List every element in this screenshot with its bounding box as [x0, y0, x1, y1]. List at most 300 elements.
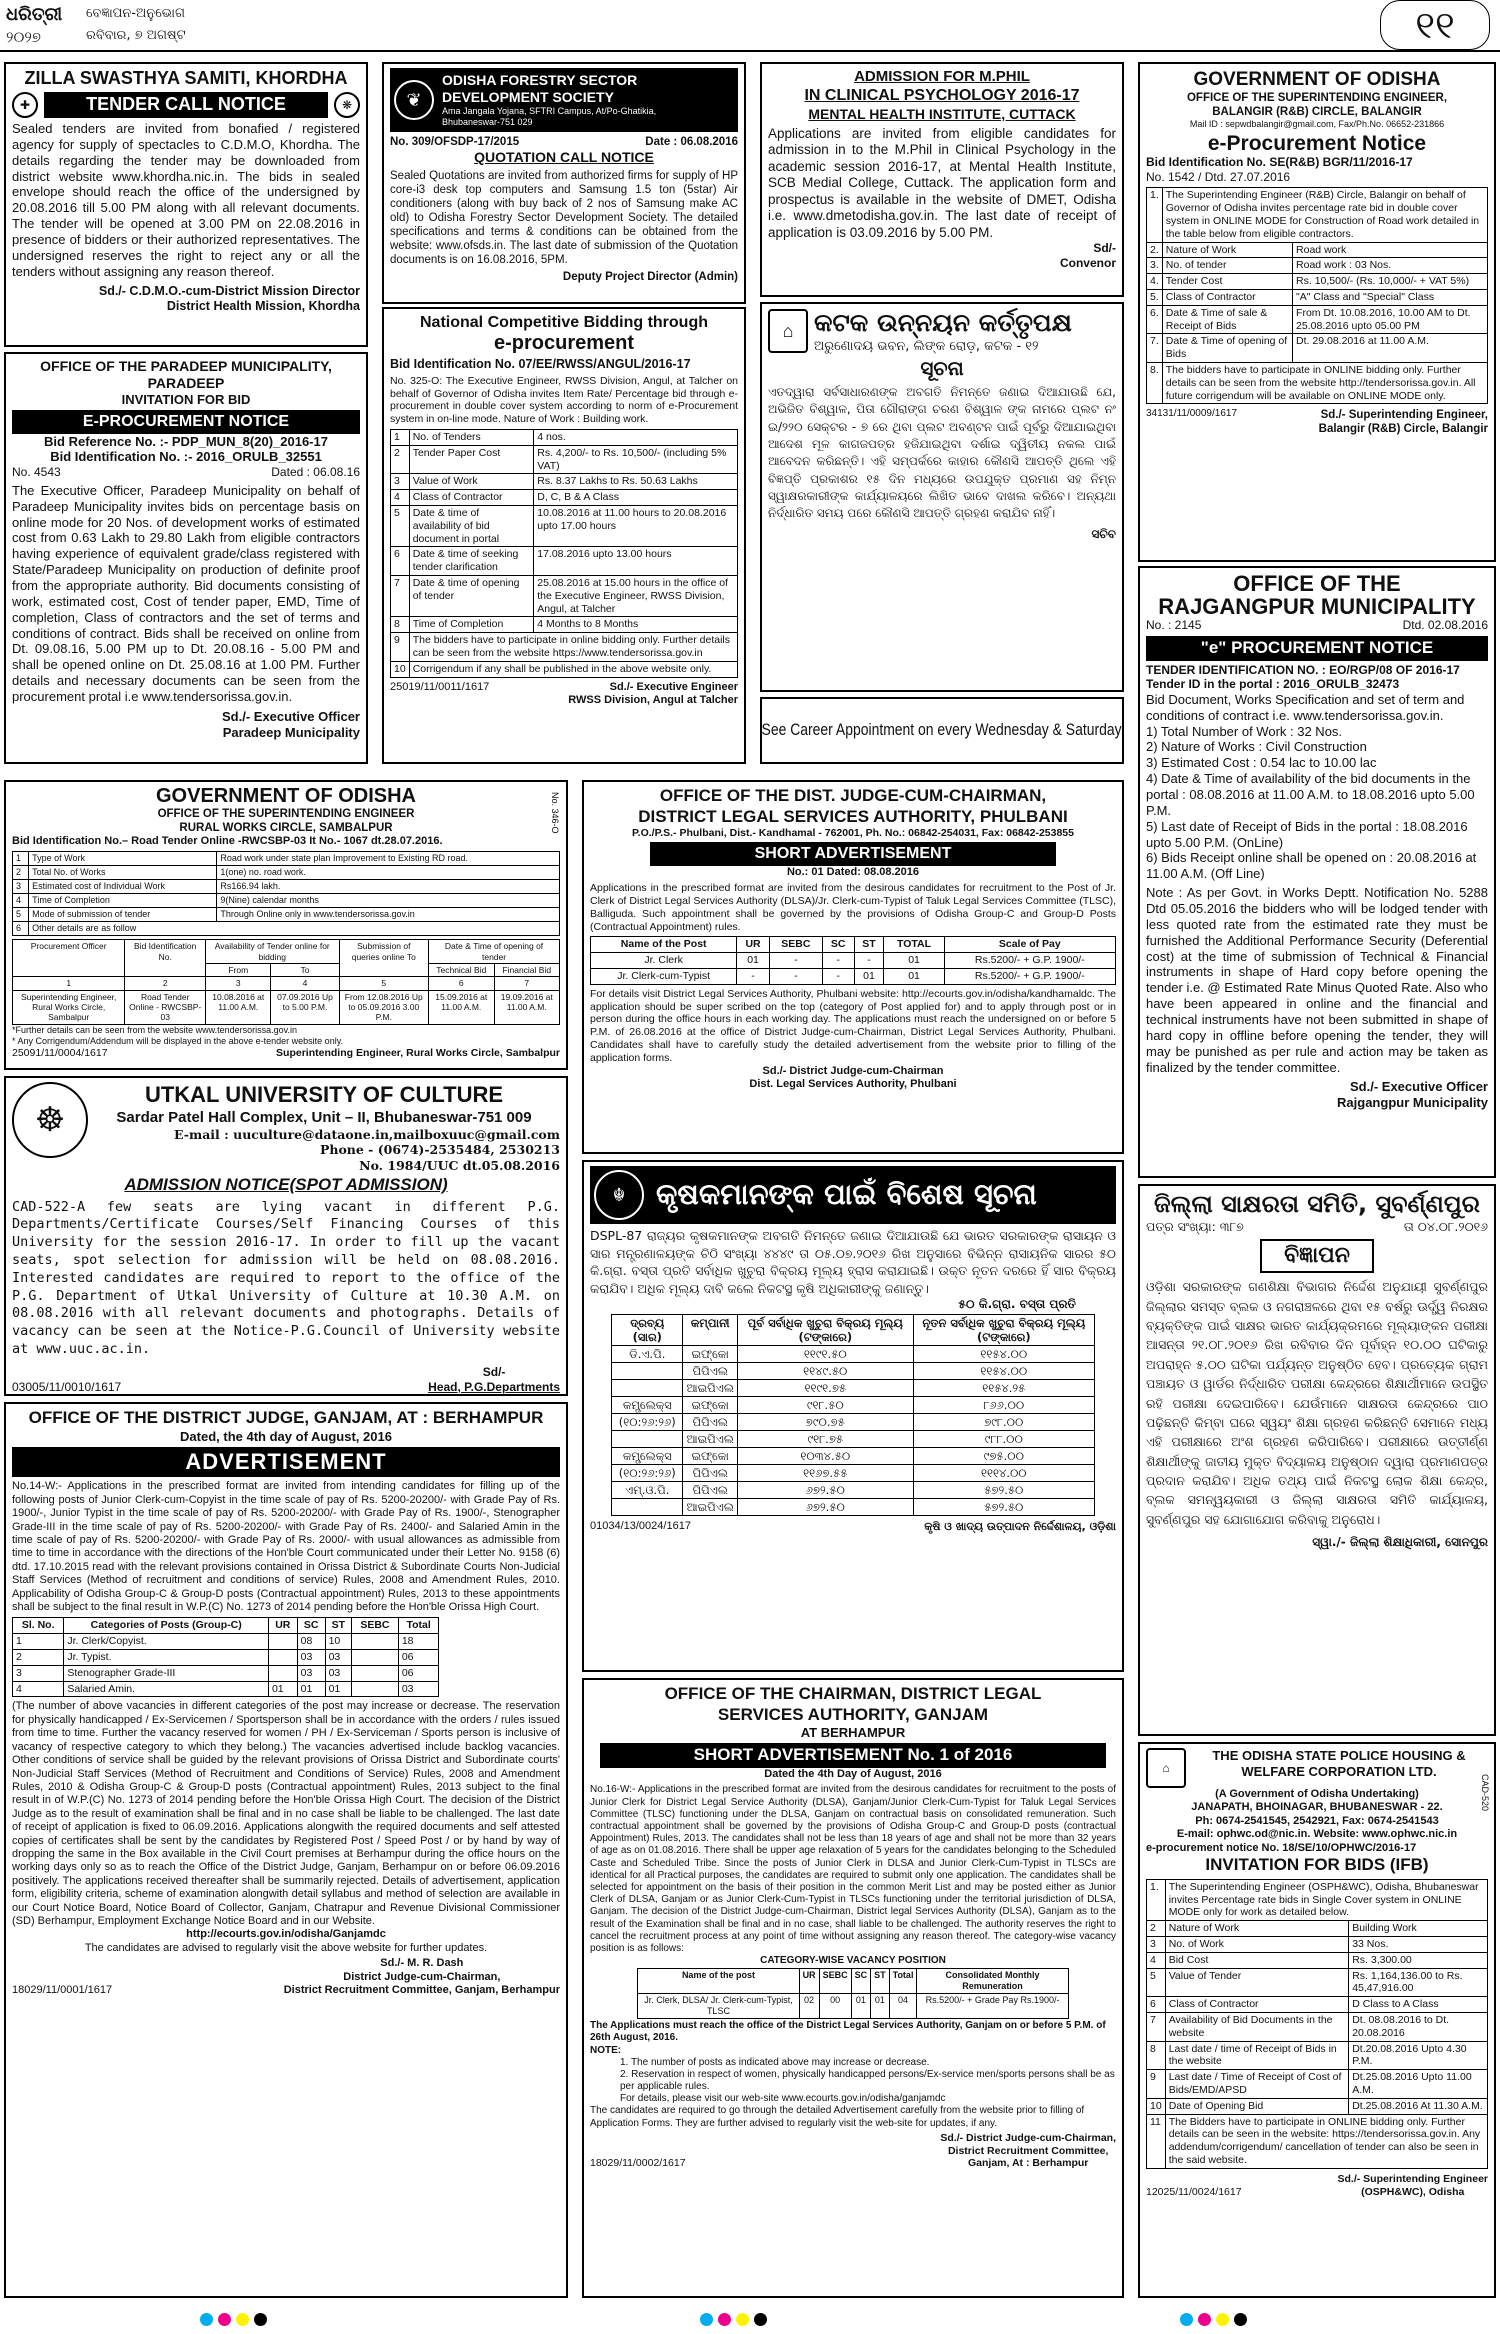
- sambalpur-cell: Time of Completion: [29, 894, 217, 908]
- gj1-head-cell: SEBC: [352, 1618, 399, 1634]
- gj1-cell: 03: [297, 1665, 325, 1681]
- ophwc-cell: No. of Work: [1165, 1936, 1349, 1952]
- sbp-code: 25091/11/0004/1617: [12, 1046, 108, 1059]
- mphil-sign1: Sd/-: [1093, 241, 1116, 256]
- balangir-row: [1147, 242, 1488, 258]
- ophwc-cell: 4: [1147, 1952, 1166, 1968]
- ophwc-cell: Nature of Work: [1165, 1921, 1349, 1937]
- page-number: ୧୧: [1380, 0, 1490, 50]
- gj2-head-cell: Consolidated Monthly Remuneration: [917, 1969, 1068, 1994]
- gj1-cell: Jr. Clerk/Copyist.: [64, 1634, 269, 1650]
- kr-cell: ୧୧୫୪.୦୦: [913, 1345, 1094, 1362]
- gj1-row: [13, 1681, 439, 1697]
- phb-cell: -: [737, 968, 770, 984]
- phb-cell: -: [854, 953, 884, 969]
- ophwc-cell: 9: [1147, 2070, 1166, 2099]
- sbp-note2: * Any Corrigendum/Addendum will be displayed in the above e-tender website only.: [12, 1035, 344, 1046]
- kr-row: [612, 1498, 1095, 1515]
- kr-cell: ୯୭୫.୦୦: [913, 1447, 1094, 1464]
- gj1-head-cell: Sl. No.: [13, 1618, 64, 1634]
- ophwc-row: [1147, 1936, 1488, 1952]
- paradeep-notice: [4, 352, 368, 764]
- ncb-cell: Tender Paper Cost: [409, 445, 534, 474]
- oph-addr: JANAPATH, BHOINAGAR, BHUBANESWAR - 22.: [1191, 1801, 1443, 1814]
- bal-title: GOVERNMENT OF ODISHA: [1193, 69, 1441, 90]
- ncb-sign1: Sd./- Executive Engineer: [609, 680, 738, 693]
- ncb-cell: The bidders have to participate in online bidding only. Further details can be seen from the website https://www.tendersorissa.gov.in: [409, 633, 737, 662]
- balangir-row: [1147, 274, 1488, 290]
- kr-cell: ପିପିଏଲ: [683, 1481, 737, 1498]
- registration-dot: [200, 2313, 213, 2326]
- sak-head: ବିଜ୍ଞାପନ: [1260, 1239, 1374, 1274]
- kr-cell: (୧୦:୨୬:୨୬): [612, 1464, 683, 1481]
- sambalpur-cell: Total No. of Works: [29, 866, 217, 880]
- gj1-date: Dated, the 4th day of August, 2016: [180, 1428, 392, 1444]
- pmc-body: The Executive Officer, Paradeep Municipality on behalf of Paradeep Municipality invites bids on percentage basis on online mode for 20 Nos. of development works of estimated cost from 0.63 Lakh to 29.80 Lakh from eligible contractors having experience of equivalent grade/class registered with State/Paradeep Municipality on production of definite proof from the appropriate authority. Bid documents consisting of work, estimated cost, Cost of tender paper, EMD, Time of completion, Class of contractors and the set of terms and conditions of contract. Bids shall be received on online from Dt. 09.08.16, 5.00 PM up to Dt. 20.08.16 - 5.00 PM and shall be opened online on Dt. 25.08.16 at 1.00 PM. Further details and necessary documents can be seen from the procurement protal i.e www.tendersorissa.gov.in.: [12, 482, 360, 705]
- ncb-cell: 6: [391, 547, 410, 576]
- phb-band: SHORT ADVERTISEMENT: [650, 842, 1056, 866]
- phb-body: Applications in the prescribed format are invited from the desirous candidates for recruitment to the Post of Jr. Clerk of District Legal Services Authority (DLSA)/Jr. Clerk-cum-Typist of Taluk Legal Services Committee (TLSC), Balliguda. Such appointment shall be governed by the provisions of Odisha Group-C and Group-D Posts (Contractual Appointment) rules.: [590, 882, 1116, 933]
- kr-cell: ୧୧୬୭.୫୫: [737, 1464, 913, 1481]
- kr-cell: ୧୧୯୧.୭୫: [737, 1379, 913, 1396]
- page-header: [0, 0, 1500, 52]
- ophwc-row-intro: [1147, 1879, 1488, 1920]
- oph-cell: 11: [1147, 2114, 1166, 2168]
- gj1-cell: [352, 1681, 399, 1697]
- gj2-code: 18029/11/0002/1617: [590, 2157, 686, 2170]
- kr-cell: ୯୧୮.୭୫: [737, 1430, 913, 1447]
- phb-head-cell: SEBC: [769, 937, 822, 953]
- balangir-row: [1147, 334, 1488, 363]
- bal-sub2: BALANGIR (R&B) CIRCLE, BALANGIR: [1212, 106, 1422, 119]
- sambalpur-row: [13, 852, 560, 866]
- sbp-num: 6: [429, 977, 494, 990]
- sambalpur-cell: Mode of submission of tender: [29, 908, 217, 922]
- sak-sign: ସ୍ୱା./- ଜିଲ୍ଲା ଶିକ୍ଷାଧିକାରୀ, ସୋନପୁର: [1312, 1535, 1488, 1550]
- uuc-sign1: Sd/-: [482, 1364, 506, 1379]
- ncb-bid: Bid Identification No. 07/EE/RWSS/ANGUL/2016-17: [390, 356, 691, 371]
- gj2-title1: OFFICE OF THE CHAIRMAN, DISTRICT LEGAL: [664, 1684, 1042, 1703]
- ofsds-sign: Deputy Project Director (Admin): [562, 271, 738, 284]
- uuc-email: E-mail : uuculture@dataone.in,mailboxuuc@gmail.com: [174, 1127, 560, 1143]
- ncb-cell: Date & time of opening of tender: [409, 575, 534, 616]
- mphil-admission-notice: [760, 62, 1124, 297]
- sbp-h1: Bid Identification No.: [125, 940, 206, 977]
- emblem-icon: ✚: [12, 92, 38, 118]
- kr-cell: ପିପିଏଲ: [683, 1464, 737, 1481]
- registration-dot: [1198, 2313, 1211, 2326]
- krushak-unit: ୫୦ କି.ଗ୍ରା. ବସ୍ତା ପ୍ରତି: [958, 1297, 1076, 1311]
- ncb-cell: Time of Completion: [409, 617, 534, 633]
- ncb-cell: 4: [391, 490, 410, 506]
- pmc-title: OFFICE OF THE PARADEEP MUNICIPALITY, PARADEEP: [40, 358, 332, 392]
- cda-sign: ସଚିବ: [1091, 526, 1116, 541]
- gj1-cell: 18: [398, 1634, 439, 1650]
- ncb-cell: 5: [391, 505, 410, 546]
- krushak-title: କୃଷକମାନଙ୍କ ପାଇଁ ବିଶେଷ ସୂଚନା: [656, 1177, 1037, 1212]
- ncb-cell: 10.08.2016 at 11.00 hours to 20.08.2016 upto 17.00 hours: [534, 505, 738, 546]
- balangir-cell: The Superintending Engineer (R&B) Circle, Balangir on behalf of Governor of Odisha invites percentage rate bid in double cover system in ONLINE MODE for Construction of Road work detailed in the table below from eligible contractors.: [1162, 188, 1487, 242]
- mphil-sign2: Convenor: [1059, 255, 1116, 270]
- phb-addr: P.O./P.S.- Phulbani, Dist.- Kandhamal - 762001, Ph. No.: 06842-254031, Fax: 06842-253855: [632, 827, 1074, 840]
- kr-cell: ୭୯୦.୭୫: [737, 1413, 913, 1430]
- ncb-cell: 1: [391, 429, 410, 445]
- phb-title2: DISTRICT LEGAL SERVICES AUTHORITY, PHULBANI: [638, 806, 1068, 826]
- ofsds-body: Sealed Quotations are invited from authorized firms for supply of HP core-i3 desk top computers and Samsung 1.5 ton (5star) Air conditioners (along with buy back of 2 nos of Samsung make AC old) to Odisha Forestry Sector Development Society. The detailed specifications and terms & conditions can be obtained from the website: www.ofsds.in. The last date of submission of the Quotation documents is on 16.08.2016, 5PM.: [390, 170, 738, 267]
- kr-head-cell: ଦ୍ରବ୍ୟ (ସାର): [612, 1314, 683, 1345]
- rwss-angul-notice: [382, 307, 746, 764]
- ncb-cell: 7: [391, 575, 410, 616]
- ncb-cell: 25.08.2016 at 15.00 hours in the office of the Executive Engineer, RWSS Division, Angul, at Talcher: [534, 575, 738, 616]
- rgp-item: 3) Estimated Cost : 0.54 lac to 10.00 lac: [1146, 755, 1377, 771]
- kr-cell: ୧୧୧୪.୦୦: [913, 1464, 1094, 1481]
- gj1-band: ADVERTISEMENT: [12, 1447, 560, 1478]
- zss-tender-notice: [4, 62, 368, 347]
- ganjam-district-judge-advertisement: [4, 1402, 568, 2298]
- ncb-cell: 3: [391, 474, 410, 490]
- kr-cell: [612, 1362, 683, 1379]
- masthead: ଧରିତ୍ରୀ: [6, 4, 63, 25]
- ncb-row: [391, 575, 738, 616]
- gj2-head-cell: Total: [889, 1969, 917, 1994]
- balangir-cell: No. of tender: [1162, 258, 1292, 274]
- gj2-note-item: For details, please visit our web-site www.ecourts.gov.in/odisha/ganjamdc: [620, 2093, 946, 2105]
- gj1-cell: 1: [13, 1634, 64, 1650]
- sambalpur-row: [13, 894, 560, 908]
- rgp-item: 1) Total Number of Work : 32 Nos.: [1146, 723, 1343, 739]
- sbp-num: 2: [125, 977, 206, 990]
- ncb-title1: National Competitive Bidding through: [420, 314, 708, 331]
- sambalpur-row: [13, 922, 560, 936]
- sak-no: ପତ୍ର ସଂଖ୍ୟା: ୩୮୭: [1146, 1219, 1244, 1235]
- gj1-row: [13, 1665, 439, 1681]
- gj1-sign2: District Judge-cum-Chairman,: [343, 1970, 501, 1983]
- gj2-adv: The candidates are required to go through the detailed Advertisement carefully from the website prior to filling of Application Forms. They are further advised to regularly visit the web-site for updates, if any.: [590, 2105, 1085, 2129]
- ophwc-cell: Rs. 3,300.00: [1349, 1952, 1488, 1968]
- ofsds-no: No. 309/OFSDP-17/2015: [390, 136, 520, 149]
- sbp-sh1: To: [271, 963, 339, 976]
- balangir-notice: [1138, 62, 1496, 562]
- balangir-cell: Class of Contractor: [1162, 290, 1292, 306]
- balangir-cell: 2.: [1147, 242, 1163, 258]
- sambalpur-cell: 6: [13, 922, 29, 936]
- kr-cell: ଡି.ଏ.ପି.: [612, 1345, 683, 1362]
- gj2-body: No.16-W:- Applications in the prescribed format are invited from the desirous candidates for recruitment to the posts of Junior Clerk for District Legal Service Authority (DLSA), Ganjam/Junior Clerk-Cum-Typist for Taluk Legal Services Committee (TLSC) functioning under the DLSA, Ganjam on contractual basis on consolidated remuneration. Such contractual appointment shall be governed by the provisions of Odisha Group-C and Group-D posts (contractual Appointment) Rules, 2013. The candidates shall not be less than 18 years of age and shall not be more than 32 years of age as on 01.08.2016. There shall be upper age relaxation of 5 years for the candidates belonging to the Scheduled Caste and Scheduled Tribe. Since the posts of Junior Clerk in DLSA and Junior Clerk-Cum-Typist in TLSCs are identical for all Practical purposes, the candidates are required to submit only one application. The candidates shall be selected for appointment on the basis of their position in the common Merit List and may be posted either as Junior Clerk of DLSA, Ganjam or as Junior Clerk-Cum-Typist in TLSCs functioning under the territorial jurisdiction of DLSA, Ganjam. The decision of the District Judge-cum-Chairman, District legal Services Authority (DLSA), Ganjam as to the result of the Examination shall be final and in no case, shall liable to be challenged. The authority reserves the right to cancel the recruitment process at any point of time without assigning any reason thereof. The category-wise vacancy position is as follows:: [590, 1784, 1116, 1954]
- ophwc-cell: Building Work: [1349, 1921, 1488, 1937]
- bal-head: e-Procurement Notice: [1207, 132, 1427, 156]
- gj1-cell: [352, 1650, 399, 1666]
- gj2-title2: SERVICES AUTHORITY, GANJAM: [717, 1704, 989, 1724]
- ncb-cell: 10: [391, 661, 410, 677]
- gj2-date: Dated the 4th Day of August, 2016: [764, 1768, 942, 1781]
- gj2-band: SHORT ADVERTISEMENT No. 1 of 2016: [600, 1743, 1106, 1768]
- gj2-table: [637, 1968, 1068, 2019]
- mphil-title1: ADMISSION FOR M.PHIL: [854, 68, 1030, 85]
- ophwc-cell: Dt.20.08.2016 Upto 4.30 P.M.: [1349, 2041, 1488, 2070]
- sambalpur-cell: Estimated cost of Individual Work: [29, 880, 217, 894]
- kr-cell: ଏମ୍.ଓ.ପି.: [612, 1481, 683, 1498]
- bal-sign1: Sd./- Superintending Engineer,: [1320, 409, 1488, 422]
- sambalpur-cell: Through Online only in www.tendersorissa.gov.in: [217, 908, 560, 922]
- rgp-item: 5) Last date of Receipt of Bids in the portal : 18.08.2016 upto 5.00 P.M. (OnLine): [1146, 818, 1468, 850]
- ophwc-cell: Dt.25.08.2016 Upto 11.00 A.M.: [1349, 2070, 1488, 2099]
- uuc-body: CAD-522-A few seats are lying vacant in different P.G. Departments/Certificate Courses/Self Financing Courses of this University for the session 2016-17. In order to fill up the vacant seats, spot selection for admission will be held on 08.08.2016. Interested candidates are required to report to the office of the P.G. Department of Utkal University of Culture at 10.30 A.M. on 08.08.2016 with all relevant documents and photographs. Details of vacancy can be seen at the Notice-P.G.Council of University website at www.uuc.ac.in.: [12, 1198, 560, 1358]
- balangir-cell: 3.: [1147, 258, 1163, 274]
- phb-table: [590, 936, 1116, 984]
- zss-sign2: District Health Mission, Khordha: [166, 298, 360, 313]
- cda-addr: ଅରୁଣୋଦୟ ଭବନ, ଲିଙ୍କ ରୋଡ଼, କଟକ - ୧୨: [814, 338, 1039, 354]
- rgp-note: Note : As per Govt. in Works Deptt. Notification No. 5288 Dtd 05.05.2016 the bidders who will be lodged tender with less quoted rate from the estimated rate they must be furnished the Additional Performance Security (Deferential cost) at the time of submission of Technical & Financial instruments in shape of Hard copy before opening the tender i.e. @ Estimated Rate Minus Quoted Rate. Also who have been appeared in online and the financial and technical instruments have not been submitted in shape of hard copy in offline before opening the tender, they will may be punished as per rule and action may be taken as finalized by the tender committee.: [1146, 885, 1488, 1075]
- sambalpur-row: [13, 880, 560, 894]
- balangir-cell: "A" Class and "Special" Class: [1293, 290, 1488, 306]
- phb-head-cell: Name of the Post: [591, 937, 737, 953]
- kr-head-cell: ନୂତନ ସର୍ବାଧିକ ଖୁଚୁରା ବିକ୍ରୟ ମୂଲ୍ୟ (ଟଙ୍କାରେ): [913, 1314, 1094, 1345]
- gj1-row: [13, 1634, 439, 1650]
- oph-title2: WELFARE CORPORATION LTD.: [1241, 1763, 1437, 1779]
- date-line: ରବିବାର, ୭ ଅଗଷ୍ଟ: [86, 28, 186, 43]
- ophwc-cell: Availability of Bid Documents in the website: [1165, 2012, 1349, 2041]
- gj1-cell: [268, 1665, 297, 1681]
- kr-cell: ୫୭୨.୫୦: [913, 1481, 1094, 1498]
- uuc-title: UTKAL UNIVERSITY OF CULTURE: [144, 1082, 504, 1107]
- registration-dot: [1216, 2313, 1229, 2326]
- sbp-val: 10.08.2016 at 11.00 A.M.: [206, 990, 271, 1024]
- kr-cell: ୮୬୬.୦୦: [913, 1396, 1094, 1413]
- ncb-cell: 8: [391, 617, 410, 633]
- sambalpur-cell: Road work under state plan Improvement to Existing RD road.: [217, 852, 560, 866]
- ncb-cell: Date & time of seeking tender clarification: [409, 547, 534, 576]
- gj1-cell: 10: [325, 1634, 351, 1650]
- kr-head-cell: ପୂର୍ବ ସର୍ବାଧିକ ଖୁଚୁରା ବିକ୍ରୟ ମୂଲ୍ୟ (ଟଙ୍କାରେ): [737, 1314, 913, 1345]
- kr-row: [612, 1345, 1095, 1362]
- registration-dot: [754, 2313, 767, 2326]
- phb-cell: -: [769, 968, 822, 984]
- pmc-no: No. 4543: [12, 465, 61, 480]
- sak-body: ଓଡ଼ିଶା ସରକାରଙ୍କ ଗଣଶିକ୍ଷା ବିଭାଗର ନିର୍ଦ୍ଦେଶ ଅନୁଯାୟୀ ସୁବର୍ଣ୍ଣପୁର ଜିଲ୍ଲାର ସମସ୍ତ ବ୍ଲକ ଓ ନଗରାଞ୍ଚଳରେ ଥିବା ୧୫ ବର୍ଷରୁ ଊର୍ଦ୍ଧ୍ୱ ନିରକ୍ଷର ବ୍ୟକ୍ତିଙ୍କ ପାଇଁ ସାକ୍ଷର ଭାରତ କାର୍ଯ୍ୟକ୍ରମରେ ମୂଲ୍ୟାଙ୍କନ ପରୀକ୍ଷା ଆସନ୍ତା ୨୧.୦୮.୨୦୧୬ ରିଖ ରବିବାର ଦିନ ପୂର୍ବାହ୍ନ ୧୦.୦୦ ଘଟିକାରୁ ଅପରାହ୍ନ ୫.୦୦ ଘଟିକା ପର୍ଯ୍ୟନ୍ତ ଅନୁଷ୍ଠିତ ହେବ। ପ୍ରତ୍ୟେକ ଗ୍ରାମ ପଞ୍ଚାୟତ ଓ ୱାର୍ଡର ନିର୍ଦ୍ଧାରିତ ପରୀକ୍ଷା କେନ୍ଦ୍ରରେ ଶିକ୍ଷାର୍ଥୀମାନେ ଉପସ୍ଥିତ ରହି ପରୀକ୍ଷା ଦେଇପାରିବେ। ଯେଉଁମାନେ ସାକ୍ଷରତା କେନ୍ଦ୍ରରେ ପାଠ ପଢ଼ିଛନ୍ତି କିମ୍ବା ଘରେ ସ୍ୱୟଂ ଶିକ୍ଷା ଗ୍ରହଣ କରିଛନ୍ତି ସେମାନେ ମଧ୍ୟ ଏହି ପରୀକ୍ଷାରେ ଅଂଶ ଗ୍ରହଣ କରିପାରିବେ। ପରୀକ୍ଷାରେ ଉତ୍ତୀର୍ଣ୍ଣ ଶିକ୍ଷାର୍ଥୀଙ୍କୁ ଜାତୀୟ ମୁକ୍ତ ବିଦ୍ୟାଳୟ ଅନୁଷ୍ଠାନ ଦ୍ୱାରା ପ୍ରମାଣପତ୍ର ପ୍ରଦାନ କରାଯିବ। ଅଧିକ ତଥ୍ୟ ପାଇଁ ନିକଟସ୍ଥ ଲୋକ ଶିକ୍ଷା କେନ୍ଦ୍ର, ବ୍ଲକ ସମନ୍ୱୟକାରୀ ଓ ଜିଲ୍ଲା ସାକ୍ଷରତା ସମିତି କାର୍ଯ୍ୟାଳୟ, ସୁବର୍ଣ୍ଣପୁର ସହ ଯୋଗାଯୋଗ କରିବାକୁ ଅନୁରୋଧ।: [1146, 1279, 1488, 1527]
- balangir-row: [1147, 290, 1488, 306]
- krushak-code: 01034/13/0024/1617: [590, 1519, 691, 1532]
- ophwc-row: [1147, 2041, 1488, 2070]
- rgp-no: No. : 2145: [1146, 618, 1202, 633]
- ncb-row: [391, 617, 738, 633]
- gj2-cell: Jr. Clerk, DLSA/ Jr. Clerk-cum-Typist, TLSC: [638, 1994, 799, 2019]
- phb-row: [591, 953, 1116, 969]
- gj2-head-cell: UR: [799, 1969, 819, 1994]
- balangir-cell: Road work : 03 Nos.: [1293, 258, 1488, 274]
- kr-cell: ୧୦୩୪.୫୦: [737, 1447, 913, 1464]
- phb-cell: 01: [737, 953, 770, 969]
- ophwc-cell: 33 Nos.: [1349, 1936, 1488, 1952]
- cda-logo-icon: ⌂: [768, 309, 808, 353]
- ofsds-title1: ODISHA FORESTRY SECTOR: [442, 72, 638, 88]
- sbp-num: 5: [339, 977, 429, 990]
- rgp-dtd: Dtd. 02.08.2016: [1402, 618, 1488, 633]
- kr-row: [612, 1396, 1095, 1413]
- oph-code: 12025/11/0024/1617: [1146, 2185, 1242, 2198]
- cda-notice: [760, 302, 1124, 692]
- gj1-cell: 4: [13, 1681, 64, 1697]
- pmc-sign2: Paradeep Municipality: [222, 724, 360, 740]
- ofsds-title2: DEVELOPMENT SOCIETY: [442, 89, 614, 106]
- sambalpur-cell: 1(one) no. road work.: [217, 866, 560, 880]
- kr-cell: ୯୮୮.୦୦: [913, 1430, 1094, 1447]
- ophwc-cell: Date of Opening Bid: [1165, 2098, 1349, 2114]
- balangir-cell: 6.: [1147, 305, 1163, 334]
- gj2-head-cell: SC: [851, 1969, 871, 1994]
- phb-cell: -: [822, 968, 854, 984]
- balangir-cell: From Dt. 10.08.2016, 10.00 AM to Dt. 25.08.2016 upto 05.00 PM: [1293, 305, 1488, 334]
- ncb-row: [391, 429, 738, 445]
- bal-mail: Mail ID : sepwdbalangir@gmail.com, Fax/Ph.No. 06652-231866: [1189, 119, 1445, 130]
- sbp-val: 15.09.2016 at 11.00 A.M.: [429, 990, 494, 1024]
- gj2-head-cell: Name of the post: [638, 1969, 799, 1994]
- kr-cell: [612, 1498, 683, 1515]
- ophwc-cell: 5: [1147, 1968, 1166, 1997]
- ncb-cell: Value of Work: [409, 474, 534, 490]
- sbp-h3: Submission of queries online To: [339, 940, 429, 977]
- kr-row: [612, 1481, 1095, 1498]
- kr-cell: କମ୍ପ୍ଲେକ୍ସ: [612, 1396, 683, 1413]
- sbp-sign: Superintending Engineer, Rural Works Circle, Sambalpur: [276, 1046, 560, 1059]
- gj1-table: [12, 1617, 439, 1697]
- oph-ph: Ph: 0674-2541545, 2542921, Fax: 0674-2541543: [1195, 1814, 1439, 1827]
- sambalpur-cell: 4: [13, 894, 29, 908]
- bal-sign2: Balangir (R&B) Circle, Balangir: [1318, 423, 1488, 436]
- uuc-sign2: Head, P.G.Departments: [428, 1379, 560, 1394]
- farmers-notice: [582, 1160, 1124, 1672]
- utkal-university-notice: [4, 1076, 568, 1396]
- sbp-val: From 12.08.2016 Up to 05.09.2016 3.00 P.M.: [339, 990, 429, 1024]
- uuc-addr: Sardar Patel Hall Complex, Unit – II, Bhubaneswar-751 009: [116, 1108, 532, 1126]
- sbp-h0: Procurement Officer: [13, 940, 125, 977]
- gj2-cell: 01: [851, 1994, 871, 2019]
- rgp-head: "e" PROCUREMENT NOTICE: [1146, 636, 1488, 661]
- rgp-body: Bid Document, Works Specification and set of term and conditions of contract i.e. www.tendersorissa.gov.in.: [1146, 691, 1465, 723]
- ncb-title2: e-procurement: [493, 331, 635, 354]
- kr-cell: ୫୭୨.୫୦: [913, 1498, 1094, 1515]
- ophwc-cell: 6: [1147, 1997, 1166, 2013]
- balangir-cell: 4.: [1147, 274, 1163, 290]
- career-text: See Career Appointment on every Wednesday & Saturday: [761, 720, 1123, 740]
- oph-email: E-mail: ophwc.od@nic.in. Website: www.ophwc.nic.in: [1176, 1828, 1458, 1841]
- gj1-cell: 01: [297, 1681, 325, 1697]
- cda-body: ଏତଦ୍ୱାରା ସର୍ବସାଧାରଣଙ୍କ ଅବଗତି ନିମନ୍ତେ ଜଣାଇ ଦିଆଯାଉଛି ଯେ, ଅଭିଜିତ ବିଶ୍ୱାଳ, ପିତା ଗୌରାଙ୍ଗ ଚରଣ ବିଶ୍ୱାଳ ଙ୍କ ନାମରେ ପ୍ଲଟ ନଂ ଇ/୨୨୦ ସେକ୍ଟର - ୭ ରେ ଥିବା ପ୍ଲଟ ଅବଣ୍ଟନ ପାଇଁ ପୂର୍ବରୁ ଦିଆଯାଇଥିବା ଆଦେଶ ମୂଳ କାଗଜପତ୍ର ହଜିଯାଇଥିବା ଦର୍ଶାଇ ଦ୍ୱିତୀୟ ନକଲ ପାଇଁ ଆବେଦନ କରିଛନ୍ତି। ଏହି ସମ୍ପର୍କରେ କାହାର କୌଣସି ଆପତ୍ତି ଥିଲେ ଏହି ବିଜ୍ଞପ୍ତି ପ୍ରକାଶର ୧୫ ଦିନ ମଧ୍ୟରେ ଉପଯୁକ୍ତ ପ୍ରମାଣ ସହ ନିମ୍ନ ସ୍ୱାକ୍ଷରକାରୀଙ୍କ କାର୍ଯ୍ୟାଳୟରେ ଲିଖିତ ଭାବେ ଦାଖଲ କରିବେ। ଅନ୍ୟଥା ନିର୍ଦ୍ଧାରିତ ସମୟ ପରେ କୌଣସି ଆପତ୍ତି ଗ୍ରହଣ କରାଯିବ ନାହିଁ।: [768, 384, 1116, 521]
- kr-cell: ଆଇପିଏଲ: [683, 1430, 737, 1447]
- kr-cell: ୧୧୯୧.୫୦: [737, 1345, 913, 1362]
- bal-sub1: OFFICE OF THE SUPERINTENDING ENGINEER,: [1186, 92, 1448, 105]
- ophwc-row: [1147, 1968, 1488, 1997]
- ganjam-dlsa-advertisement: [582, 1678, 1124, 2298]
- rajgangpur-notice: [1138, 566, 1496, 1178]
- sbp-val: 07.09.2016 Up to 5.00 P.M.: [271, 990, 339, 1024]
- sbp-num: 4: [271, 977, 339, 990]
- pmc-dated: Dated : 06.08.16: [271, 465, 360, 480]
- gj1-head-cell: Total: [398, 1618, 439, 1634]
- ophwc-cell: Last date / time of Receipt of Bids in the website: [1165, 2041, 1349, 2070]
- cda-head: ସୂଚନା: [920, 356, 964, 381]
- gj2-cat: CATEGORY-WISE VACANCY POSITION: [760, 1955, 946, 1967]
- rgp-item: 2) Nature of Works : Civil Construction: [1146, 739, 1367, 755]
- registration-dot: [218, 2313, 231, 2326]
- kr-cell: ଇଫ୍‌କୋ: [683, 1447, 737, 1464]
- pmc-band: E-PROCUREMENT NOTICE: [12, 410, 360, 434]
- gj1-cell: 01: [325, 1681, 351, 1697]
- gj1-cell: [352, 1634, 399, 1650]
- registration-dot: [1234, 2313, 1247, 2326]
- ncb-cell: 17.08.2016 upto 13.00 hours: [534, 547, 738, 576]
- phb-no: No.: 01 Dated: 08.08.2016: [786, 865, 920, 878]
- oph-row-note: [1147, 2114, 1488, 2168]
- bal-table: [1146, 187, 1488, 404]
- ofsds-quotation-notice: [382, 62, 746, 304]
- krushak-sign: କୃଷି ଓ ଖାଦ୍ୟ ଉତ୍ପାଦନ ନିର୍ଦ୍ଦେଶାଳୟ, ଓଡ଼ିଶା: [924, 1519, 1116, 1533]
- balangir-cell: Road work: [1293, 242, 1488, 258]
- kr-cell: ଆଇପିଏଲ: [683, 1379, 737, 1396]
- ofsds-logo-icon: ❦: [394, 80, 434, 120]
- uuc-head: ADMISSION NOTICE(SPOT ADMISSION): [124, 1174, 448, 1194]
- masthead-number: ୨୦୨୭: [6, 28, 41, 46]
- ophwc-row: [1147, 1952, 1488, 1968]
- gj1-cell: Jr. Typist.: [64, 1650, 269, 1666]
- ophwc-cell: 1.: [1147, 1879, 1166, 1920]
- ncb-code: 25019/11/0011/1617: [390, 680, 490, 693]
- bal-cell: 8.: [1147, 363, 1163, 404]
- registration-marks: [0, 2305, 1500, 2334]
- rgp-item: 4) Date & Time of availability of the bid documents in the portal : 08.08.2016 at 11.00 A.M. to 18.08.2016 upto 5.00 P.M.: [1146, 771, 1475, 818]
- balangir-cell: Nature of Work: [1162, 242, 1292, 258]
- sambalpur-cell: Type of Work: [29, 852, 217, 866]
- oph-side: CAD-520: [1480, 1774, 1490, 1812]
- kr-cell: ଇଫ୍‌କୋ: [683, 1345, 737, 1362]
- kr-row: [612, 1464, 1095, 1481]
- sbp-val: 19.09.2016 at 11.00 A.M.: [494, 990, 560, 1024]
- ophwc-cell: Value of Tender: [1165, 1968, 1349, 1997]
- balangir-row: [1147, 305, 1488, 334]
- kr-cell: ୬୭୨.୫୦: [737, 1481, 913, 1498]
- ophwc-row: [1147, 2070, 1488, 2099]
- ophwc-ifb-notice: [1138, 1742, 1496, 2298]
- gj1-cell: 2: [13, 1650, 64, 1666]
- phb-cell: 01: [884, 968, 944, 984]
- balangir-cell: Date & Time of sale & Receipt of Bids: [1162, 305, 1292, 334]
- phb-cell: Rs.5200/- + G.P. 1900/-: [944, 968, 1115, 984]
- mphil-title3: MENTAL HEALTH INSTITUTE, CUTTACK: [808, 105, 1076, 122]
- rgp-portal: Tender ID in the portal : 2016_ORULB_32473: [1146, 677, 1400, 692]
- oph-table: [1146, 1879, 1488, 2169]
- sbp-side: No. 346-O: [550, 792, 560, 834]
- ncb-cell: Class of Contractor: [409, 490, 534, 506]
- gj1-cell: 3: [13, 1665, 64, 1681]
- oph-sub: (A Government of Odisha Undertaking): [1215, 1788, 1419, 1800]
- ncb-cell: D, C, B & A Class: [534, 490, 738, 506]
- gj1-cell: [352, 1665, 399, 1681]
- ophwc-cell: Bid Cost: [1165, 1952, 1349, 1968]
- kr-cell: ୬୭୨.୫୦: [737, 1498, 913, 1515]
- ophwc-cell: 8: [1147, 2041, 1166, 2070]
- saksharata-notice: [1138, 1184, 1496, 1736]
- gj2-cell: 04: [889, 1994, 917, 2019]
- ncb-cell: 4 nos.: [534, 429, 738, 445]
- oph-title1: THE ODISHA STATE POLICE HOUSING &: [1212, 1748, 1466, 1763]
- pmc-ref1: Bid Reference No. :- PDP_MUN_8(20)_2016-17: [44, 433, 328, 449]
- balangir-cell: Date & Time of opening of Bids: [1162, 334, 1292, 363]
- kr-cell: [612, 1430, 683, 1447]
- gj2-head-cell: SEBC: [819, 1969, 851, 1994]
- ophwc-row: [1147, 1997, 1488, 2013]
- gj2-note-item: 2. Reservation in respect of women, physically handicapped persons/Ex-service men/sports persons shall be as per applicable rules.: [620, 2068, 1115, 2093]
- phb-cell: 01: [854, 968, 884, 984]
- registration-dot: [1180, 2313, 1193, 2326]
